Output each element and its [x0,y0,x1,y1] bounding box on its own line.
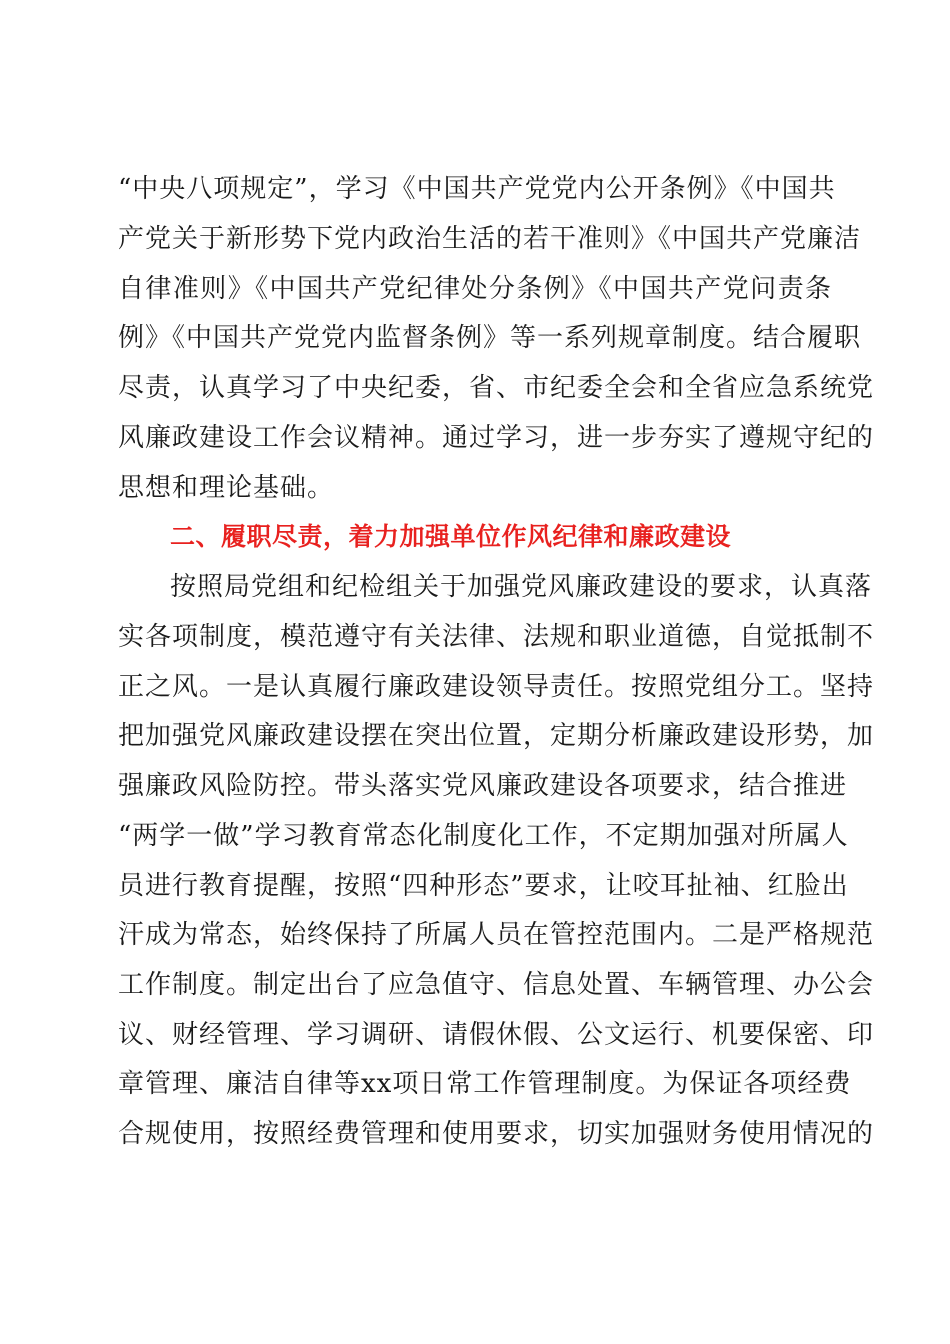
paragraph-line: 自律准则》《中国共产党纪律处分条例》《中国共产党问责条 [118,274,832,304]
paragraph-line: 工作制度。制定出台了应急值守、信息处置、车辆管理、办公会 [118,970,875,1000]
paragraph-line: 汗成为常态，始终保持了所属人员在管控范围内。二是严格规范 [118,920,875,950]
paragraph-line: 员进行教育提醒，按照“四种形态”要求，让咬耳扯袖、红脸出 [118,871,849,901]
paragraph-line: 尽责，认真学习了中央纪委，省、市纪委全会和全省应急系统党 [118,373,875,403]
paragraph-line: 合规使用，按照经费管理和使用要求，切实加强财务使用情况的 [118,1119,875,1149]
paragraph-line: “两学一做”学习教育常态化制度化工作，不定期加强对所属人 [118,821,849,851]
paragraph-line: 产党关于新形势下党内政治生活的若干准则》《中国共产党廉洁 [118,224,862,254]
paragraph-line: “中央八项规定”，学习《中国共产党党内公开条例》《中国共 [118,174,836,204]
paragraph-line: 按照局党组和纪检组关于加强党风廉政建设的要求，认真落 [170,572,873,602]
section-heading: 二、履职尽责，着力加强单位作风纪律和廉政建设 [170,522,732,551]
paragraph-line: 风廉政建设工作会议精神。通过学习，进一步夯实了遵规守纪的 [118,423,875,453]
paragraph-line: 例》《中国共产党党内监督条例》等一系列规章制度。结合履职 [118,323,862,353]
paragraph-line: 思想和理论基础。 [118,473,335,503]
paragraph-line: 章管理、廉洁自律等xx项日常工作管理制度。为保证各项经费 [118,1069,852,1099]
paragraph-line: 议、财经管理、学习调研、请假休假、公文运行、机要保密、印 [118,1020,875,1050]
paragraph-line: 正之风。一是认真履行廉政建设领导责任。按照党组分工。坚持 [118,672,875,702]
paragraph-line: 把加强党风廉政建设摆在突出位置，定期分析廉政建设形势，加 [118,721,875,751]
paragraph-line: 强廉政风险防控。带头落实党风廉政建设各项要求，结合推进 [118,771,848,801]
paragraph-line: 实各项制度，模范遵守有关法律、法规和职业道德，自觉抵制不 [118,622,875,652]
